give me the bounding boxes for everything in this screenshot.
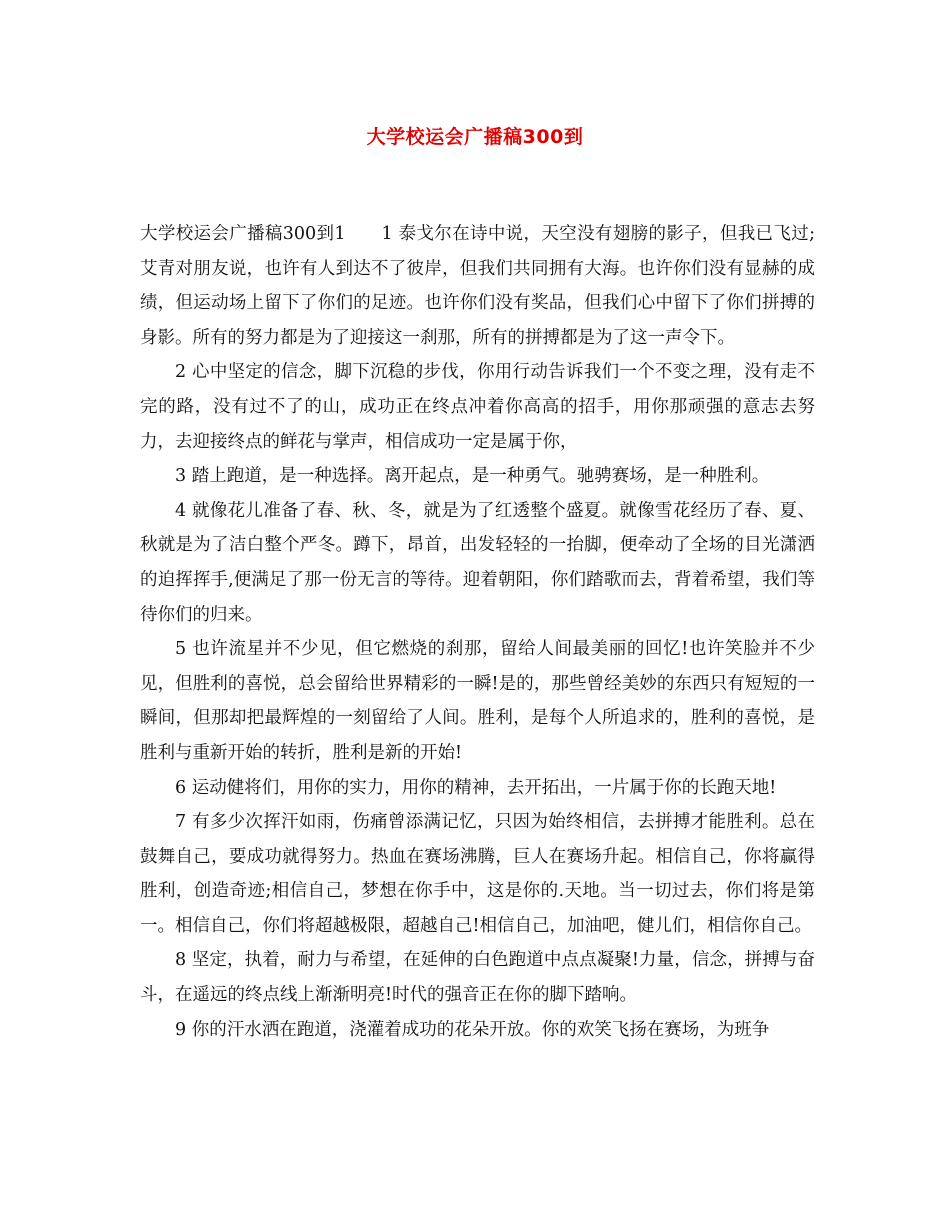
document-body bbox=[140, 217, 815, 1047]
paragraph-8: 8 坚定，执着，耐力与希望，在延伸的白色跑道中点点凝聚!力量，信念，拼搏与奋斗，在遥远的终点线上渐渐明亮!时代的强音正在你的脚下踏响。 bbox=[140, 950, 815, 1006]
paragraph-1: 大学校运会广播稿300到1 1 泰戈尔在诗中说，天空没有翅膀的影子，但我已飞过;艾青对朋友说，也许有人到达不了彼岸，但我们共同拥有大海。也许你们没有显赫的成绩，但运动场上留下了你们的足迹。也许你们没有奖品，但我们心中留下了你们拼搏的身影。所有的努力都是为了迎接这一刹那，所有的拼搏都是为了这一声令下。 bbox=[140, 224, 815, 348]
paragraph-5: 5 也许流星并不少见，但它燃烧的刹那，留给人间最美丽的回忆!也许笑脸并不少见，但胜利的喜悦，总会留给世界精彩的一瞬!是的，那些曾经美妙的东西只有短短的一瞬间，但那却把最辉煌的一刻留给了人间。胜利，是每个人所追求的，胜利的喜悦，是胜利与重新开始的转折，胜利是新的开始! bbox=[140, 639, 815, 763]
paragraph-2: 2 心中坚定的信念，脚下沉稳的步伐，你用行动告诉我们一个不变之理，没有走不完的路，没有过不了的山，成功正在终点冲着你高高的招手，用你那顽强的意志去努力，去迎接终点的鲜花与掌声，相信成功一定是属于你， bbox=[140, 362, 815, 452]
paragraph-3: 3 踏上跑道，是一种选择。离开起点，是一种勇气。驰骋赛场，是一种胜利。 bbox=[175, 466, 770, 487]
paragraph-4: 4 就像花儿准备了春、秋、冬，就是为了红透整个盛夏。就像雪花经历了春、夏、秋就是为了洁白整个严冬。蹲下，昂首，出发轻轻的一抬脚，便牵动了全场的目光潇洒的迫挥挥手,便满足了那一份无言的等待。迎着朝阳，你们踏歌而去，背着希望，我们等待你们的归来。 bbox=[140, 500, 815, 625]
paragraph-7: 7 有多少次挥汗如雨，伤痛曾添满记忆，只因为始终相信，去拼搏才能胜利。总在鼓舞自己，要成功就得努力。热血在赛场沸腾，巨人在赛场升起。相信自己，你将赢得胜利，创造奇迹;相信自己，梦想在你手中，这是你的.天地。当一切过去，你们将是第一。相信自己，你们将超越极限，超越自己!相信自己，加油吧，健儿们，相信你自己。 bbox=[140, 812, 815, 936]
paragraph-6: 6 运动健将们，用你的实力，用你的精神，去开拓出，一片属于你的长跑天地! bbox=[175, 777, 777, 798]
document-title: 大学校运会广播稿300到 bbox=[366, 126, 584, 148]
paragraph-9: 9 你的汗水洒在跑道，浇灌着成功的花朵开放。你的欢笑飞扬在赛场，为班争 bbox=[175, 1019, 770, 1040]
